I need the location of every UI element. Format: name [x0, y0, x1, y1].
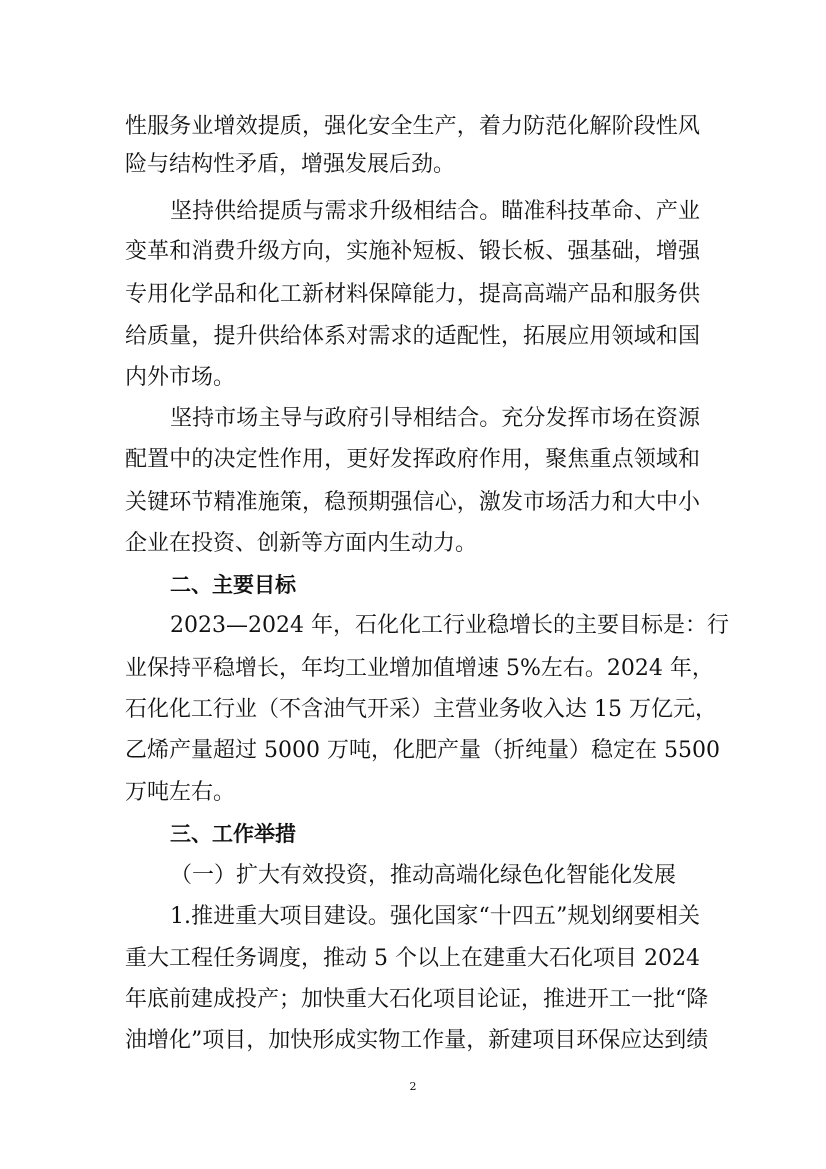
paragraph-line: 企业在投资、创新等方面内生动力。: [125, 531, 478, 556]
paragraph-line: 专用化学品和化工新材料保障能力，提高高端产品和服务供: [125, 282, 700, 307]
paragraph-line: 业保持平稳增长，年均工业增加值增速 5%左右。2024 年，: [125, 656, 714, 681]
paragraph-line: 乙烯产量超过 5000 万吨，化肥产量（折纯量）稳定在 5500: [125, 738, 720, 763]
paragraph-line: 坚持市场主导与政府引导相结合。充分发挥市场在资源: [170, 406, 700, 431]
subsection-heading: （一）扩大有效投资，推动高端化绿色化智能化发展: [170, 863, 677, 888]
paragraph-line: 重大工程任务调度，推动 5 个以上在建重大石化项目 2024: [125, 946, 700, 971]
page-number: 2: [409, 1080, 417, 1093]
paragraph-line: 性服务业增效提质，强化安全生产，着力防范化解阶段性风: [125, 114, 700, 139]
paragraph-line: 变革和消费升级方向，实施补短板、锻长板、强基础，增强: [125, 239, 700, 264]
paragraph-line: 配置中的决定性作用，更好发挥政府作用，聚焦重点领域和: [125, 447, 700, 472]
paragraph-line: 给质量，提升供给体系对需求的适配性，拓展应用领域和国: [125, 324, 700, 349]
paragraph-line: 1.推进重大项目建设。强化国家“十四五”规划纲要相关: [170, 904, 700, 929]
paragraph-line: 2023—2024 年，石化化工行业稳增长的主要目标是：行: [170, 613, 729, 638]
paragraph-line: 内外市场。: [125, 365, 236, 390]
paragraph-line: 石化化工行业（不含油气开采）主营业务收入达 15 万亿元，: [125, 697, 717, 722]
paragraph-line: 坚持供给提质与需求升级相结合。瞄准科技革命、产业: [170, 199, 700, 224]
paragraph-line: 年底前建成投产；加快重大石化项目论证，推进开工一批“降: [125, 987, 709, 1012]
paragraph-line: 险与结构性矛盾，增强发展后劲。: [125, 152, 456, 177]
paragraph-line: 关键环节精准施策，稳预期强信心，激发市场活力和大中小: [125, 490, 700, 515]
paragraph-line: 油增化”项目，加快形成实物工作量，新建项目环保应达到绩: [125, 1028, 709, 1053]
section-heading: 三、工作举措: [170, 822, 296, 846]
section-heading: 二、主要目标: [170, 573, 296, 597]
paragraph-line: 万吨左右。: [125, 780, 236, 805]
